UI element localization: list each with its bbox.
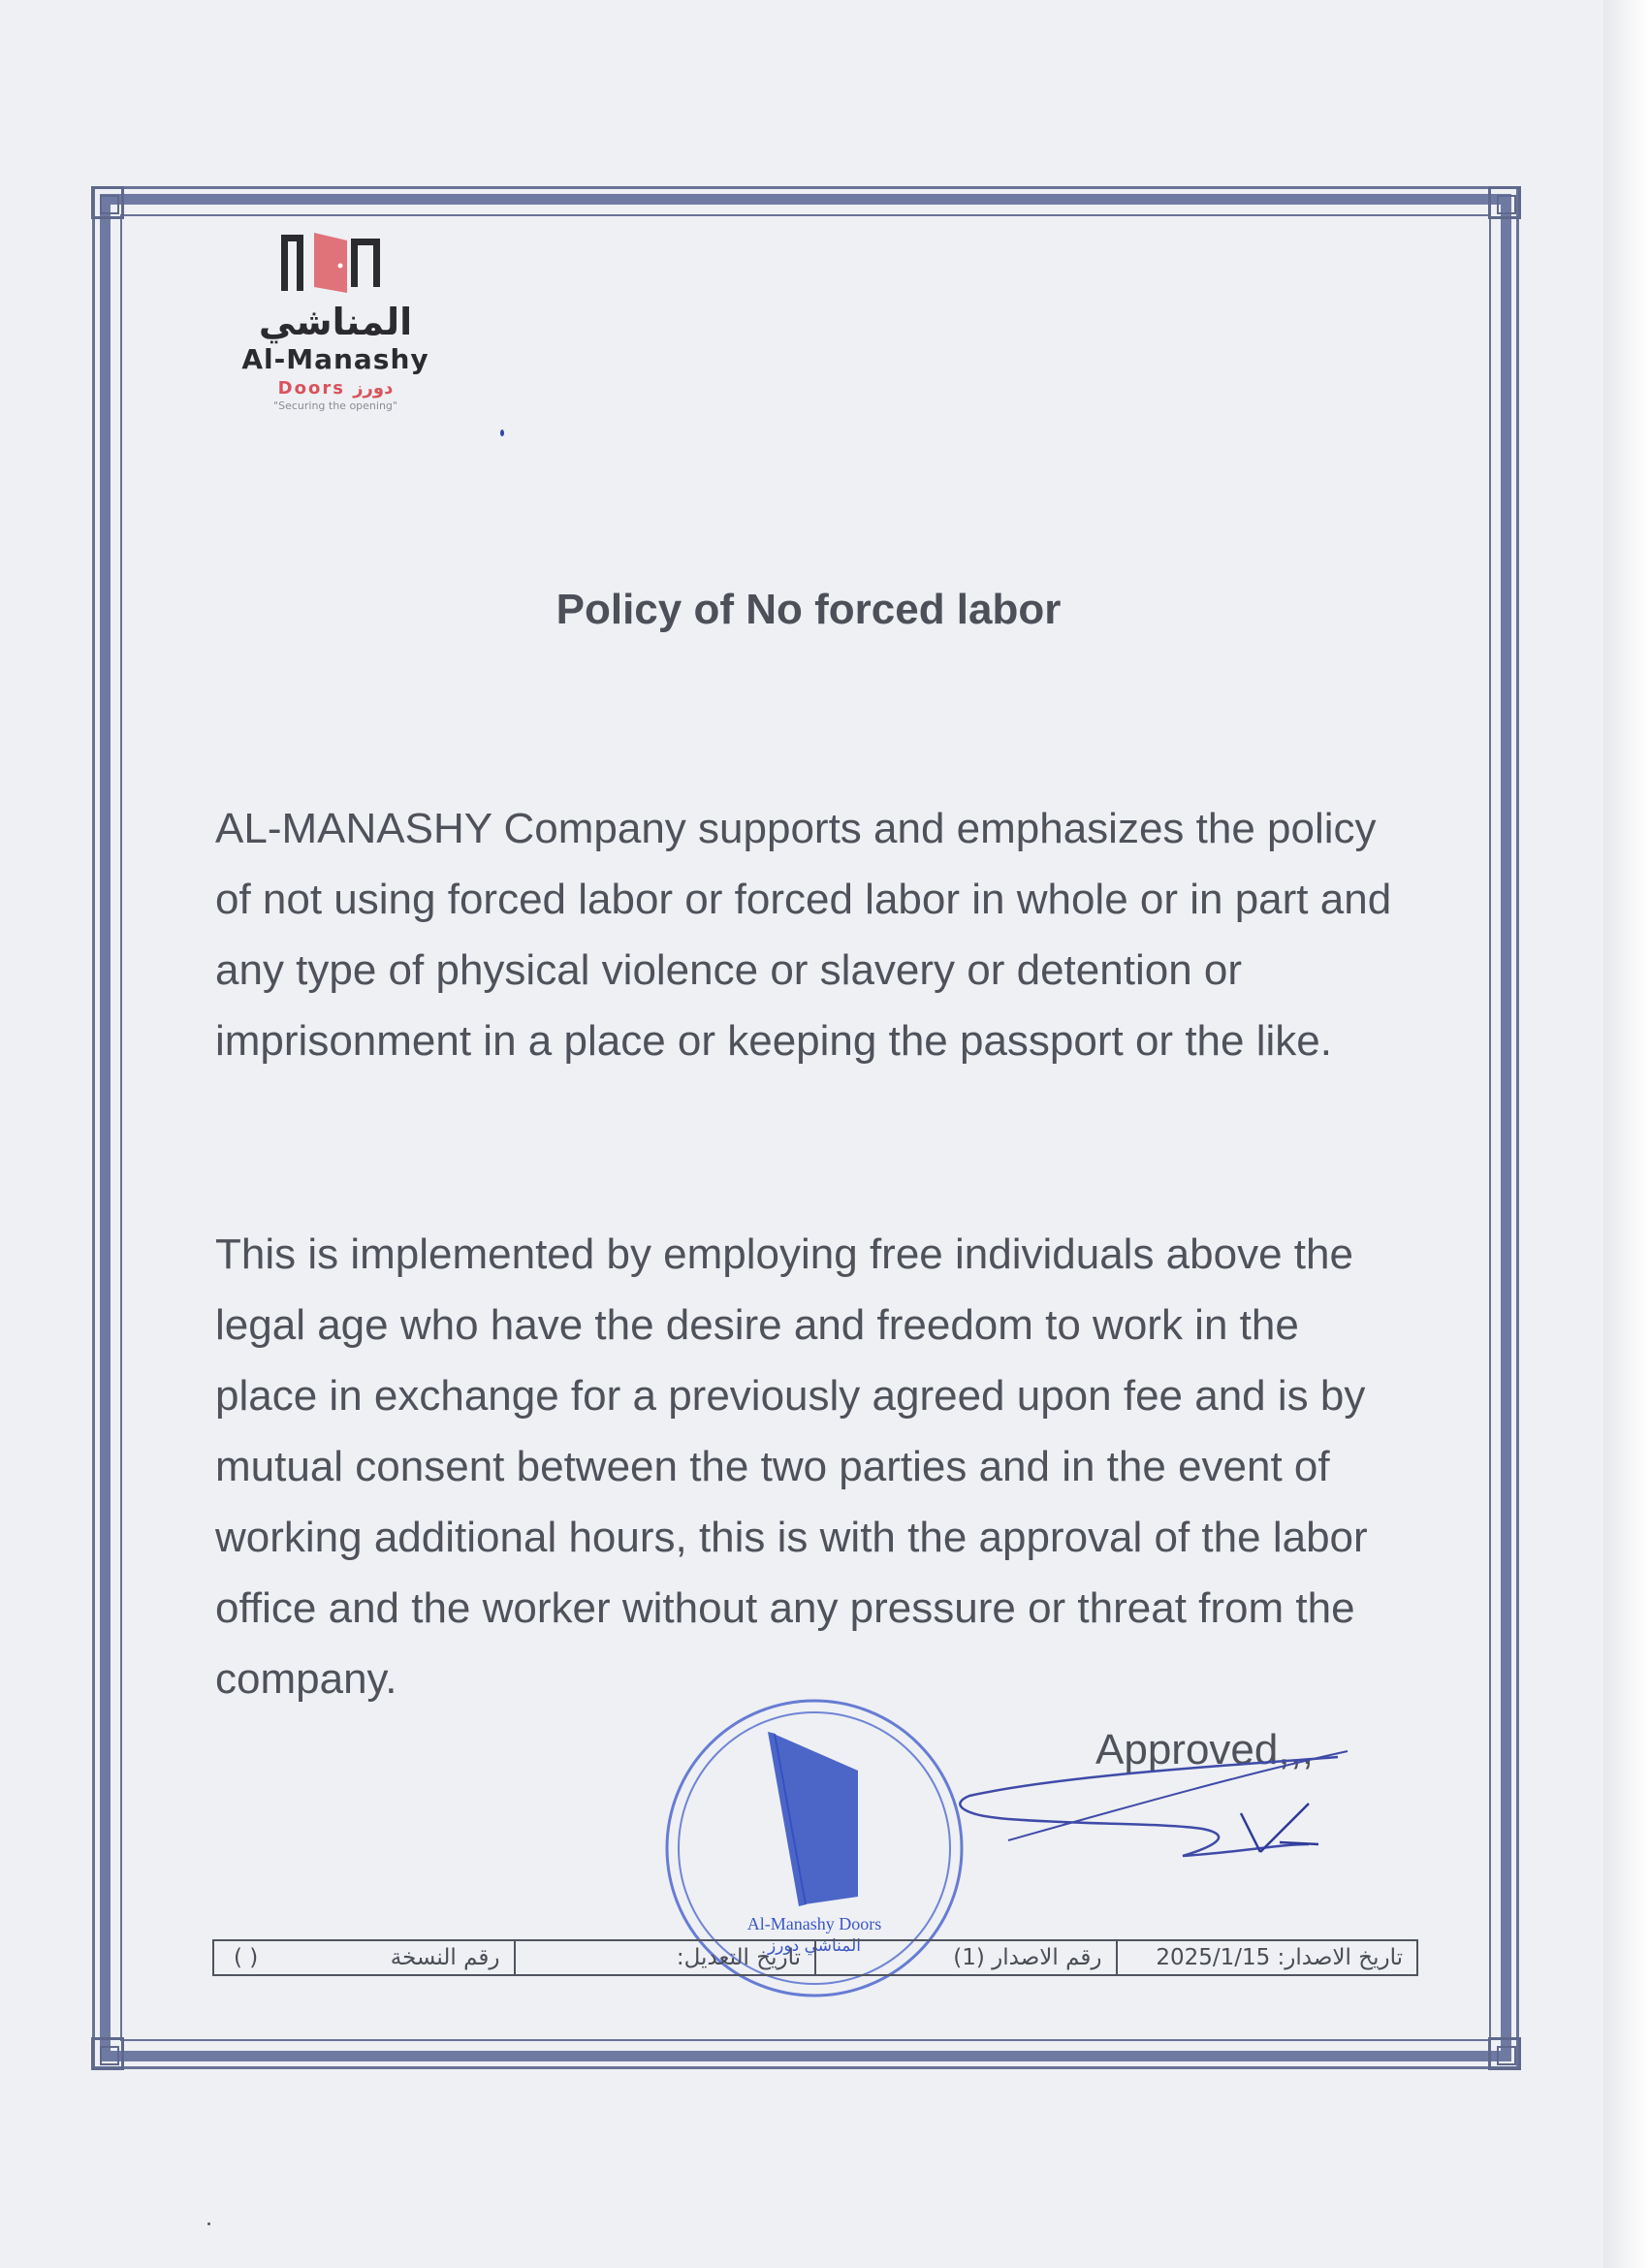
approved-label: Approved,,, (1095, 1726, 1315, 1773)
handwritten-signature (950, 1736, 1357, 1871)
corner-ornament-bottom-right (1488, 2037, 1521, 2070)
page-edge-shadow (1603, 0, 1650, 2268)
scan-speck (207, 2222, 210, 2225)
corner-ornament-bottom-left (91, 2037, 124, 2070)
logo-doors-line: Doors دورز (277, 378, 394, 399)
logo-tagline: "Securing the opening" (273, 399, 397, 412)
stamp-text-en: Al-Manashy Doors (746, 1914, 882, 1933)
copy-number-label: رقم النسخة (390, 1945, 500, 1970)
scan-speck (500, 430, 504, 436)
door-logo-icon (279, 229, 392, 297)
document-control-table (212, 1939, 1418, 1976)
logo-english-name: Al-Manashy (241, 343, 429, 375)
logo-arabic-name: المناشي (258, 301, 413, 343)
policy-paragraph-1: AL-MANASHY Company supports and emphasizes the policy of not using forced labor or forced labor in whole or in part and any type of physical violence or slavery or detention or imprisonment in a place or keeping the passport or the like. (215, 805, 1392, 1065)
corner-ornament-top-left (91, 186, 124, 219)
issue-date-cell: تاريخ الاصدار: 2025/1/15 (1116, 1941, 1417, 1974)
issue-number-cell: رقم الاصدار (1) (814, 1941, 1116, 1974)
stamp-text-ar: المناشي دورز (767, 1936, 862, 1956)
policy-paragraph-2: This is implemented by employing free individuals above the legal age who have the desire and freedom to work in the place in exchange for a previously agreed upon fee and is by mutual consent between the two parties and in the event of working additional hours, this is with the approval of the labor office and the worker without any pressure or threat from the company. (215, 1230, 1368, 1703)
page-title: Policy of No forced labor (555, 586, 1062, 633)
company-logo (209, 225, 461, 419)
corner-ornament-top-right (1488, 186, 1521, 219)
revision-date-cell: تاريخ التعديل: (514, 1941, 815, 1974)
copy-number-cell (214, 1941, 514, 1974)
copy-number-value: ( ) (234, 1945, 259, 1970)
